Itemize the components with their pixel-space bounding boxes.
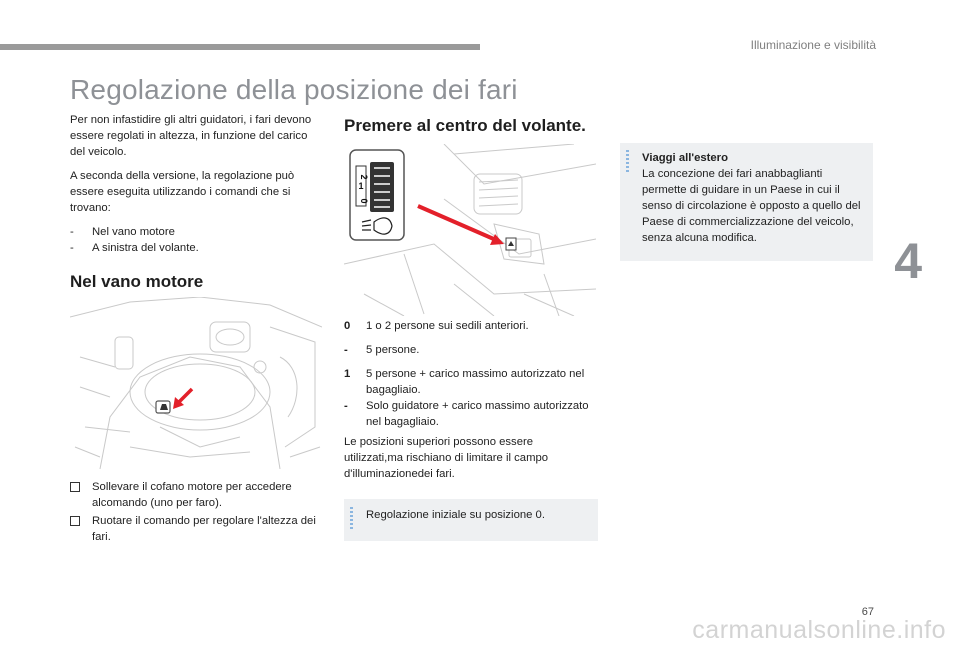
location-item: - Nel vano motore — [70, 224, 320, 240]
red-arrow — [173, 389, 192, 409]
headlamp-dial — [350, 150, 404, 240]
position-legend — [344, 318, 596, 438]
engine-bay-illustration — [70, 297, 322, 469]
legend-item: - 5 persone. — [344, 344, 420, 356]
abroad-note — [620, 143, 873, 261]
engine-steps — [70, 479, 322, 547]
dial-label: 1 — [358, 181, 364, 191]
legend-item: 0 1 o 2 persone sui sedili anteriori. — [344, 320, 529, 332]
note-title: Viaggi all'estero — [642, 152, 728, 164]
note-text: La concezione dei fari anabbaglianti permette di guidare in un Paese in cui il senso di circolazione è opposto a quello del Paese di commercializzazione del veicolo, senza alcuna modifica. — [642, 168, 861, 244]
legend-item: 1 5 persone + carico massimo autorizzato nel bagagliaio. — [344, 368, 585, 396]
upper-positions-paragraph: Le posizioni superiori possono essere utilizzati,ma rischiano di limitare il campo d'illuminazionedei fari. — [344, 436, 549, 480]
engine-bay-heading: Nel vano motore — [70, 272, 204, 291]
checkbox-icon — [70, 482, 80, 492]
engine-bay-drawing — [70, 297, 322, 469]
dial-label: 0 — [359, 198, 369, 204]
note-text: Regolazione iniziale su posizione 0. — [366, 509, 545, 521]
section-title: Illuminazione e visibilità — [750, 38, 876, 52]
location-list — [70, 224, 320, 256]
intro-text — [70, 112, 320, 256]
step-item: Sollevare il cofano motore per accedere alcomando (uno per faro). — [70, 479, 322, 511]
header-bar — [0, 44, 480, 50]
page-number: 67 — [861, 606, 874, 618]
chapter-number: 4 — [894, 233, 922, 289]
steering-wheel-heading: Premere al centro del volante. — [344, 116, 586, 135]
location-item: - A sinistra del volante. — [70, 240, 320, 256]
watermark: carmanualsonline.info — [692, 616, 946, 644]
info-icon — [350, 507, 353, 531]
intro-paragraph-2: A seconda della versione, la regolazione può essere eseguita utilizzando i comandi che si trovano: — [70, 170, 295, 214]
dashboard-illustration — [344, 144, 596, 316]
checkbox-icon — [70, 516, 80, 526]
legend-item: - Solo guidatore + carico massimo autorizzato nel bagagliaio. — [344, 400, 589, 428]
dial-label: 2 — [359, 174, 369, 180]
step-list — [70, 479, 322, 545]
dashboard-drawing — [344, 144, 596, 316]
initial-setting-note — [344, 499, 598, 541]
intro-paragraph-1: Per non infastidire gli altri guidatori, i fari devono essere regolati in altezza, in funzione del carico del veicolo. — [70, 114, 312, 158]
page-title: Regolazione della posizione dei fari — [70, 74, 518, 105]
step-item: Ruotare il comando per regolare l'altezza dei fari. — [70, 513, 322, 545]
info-icon — [626, 150, 629, 174]
